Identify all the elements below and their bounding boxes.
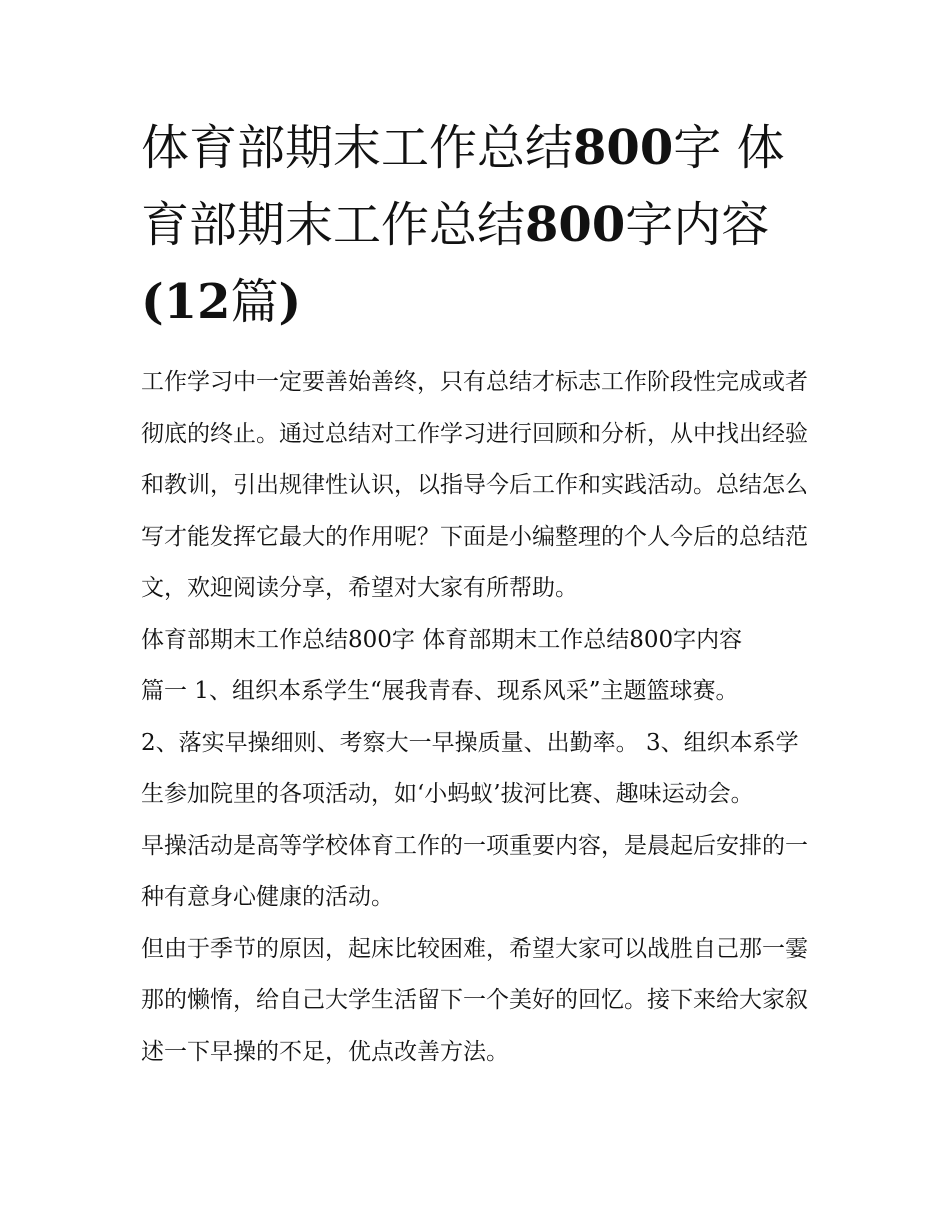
- paragraph-morning-exercise: 早操活动是高等学校体育工作的一项重要内容，是晨起后安排的一种有意身心健康的活动。: [141, 832, 808, 910]
- paragraph-item-1: 篇一 1、组织本系学生“展我青春、现系风采”主题篮球赛。: [141, 678, 739, 704]
- paragraph-subtitle: 体育部期末工作总结800字 体育部期末工作总结800字内容: [141, 626, 743, 653]
- document-body: [141, 357, 816, 1078]
- paragraph-item-2-3: 2、落实早操细则、考察大一早操质量、出勤率。 3、组织本系学生参加院里的各项活动，如‘小蚂蚁’拔河比赛、趣味运动会。: [141, 729, 799, 807]
- document-content: [141, 110, 816, 1078]
- title-line-3: (12篇): [141, 274, 302, 330]
- title-line-2: 育部期末工作总结800字内容: [141, 197, 770, 253]
- document-title: [141, 110, 816, 341]
- paragraph-season: 但由于季节的原因，起床比较困难，希望大家可以战胜自己那一霎那的懒惰，给自己大学生活留下一个美好的回忆。接下来给大家叙述一下早操的不足，优点改善方法。: [141, 935, 808, 1065]
- paragraph-intro: 工作学习中一定要善始善终，只有总结才标志工作阶段性完成或者彻底的终止。通过总结对工作学习进行回顾和分析，从中找出经验和教训，引出规律性认识，以指导今后工作和实践活动。总结怎么写才能发挥它最大的作用呢？下面是小编整理的个人今后的总结范文，欢迎阅读分享，希望对大家有所帮助。: [141, 369, 808, 601]
- title-line-1: 体育部期末工作总结800字 体: [141, 120, 785, 176]
